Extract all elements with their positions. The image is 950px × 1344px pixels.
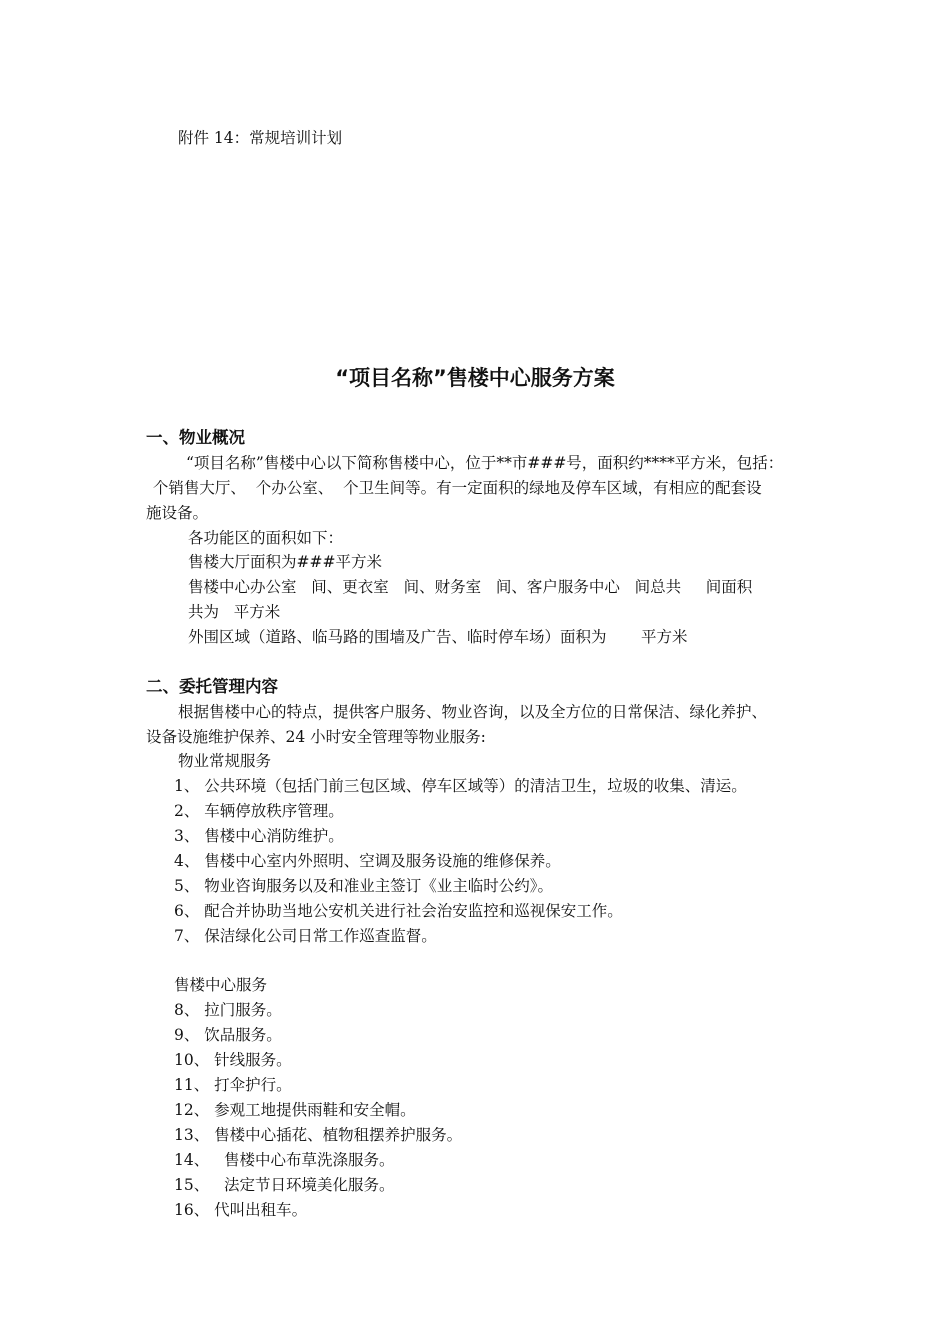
area-outer: 外围区域（道路、临马路的围墙及广告、临时停车场）面积为 平方米 bbox=[188, 628, 688, 646]
overview-paragraph-line: 施设备。 bbox=[146, 504, 209, 522]
list-item: 11、 打伞护行。 bbox=[174, 1076, 292, 1094]
list-item: 12、 参观工地提供雨鞋和安全帽。 bbox=[174, 1101, 416, 1119]
list-item: 15、 法定节日环境美化服务。 bbox=[174, 1176, 395, 1194]
area-hall: 售楼大厅面积为###平方米 bbox=[188, 553, 382, 571]
section-heading-overview: 一、物业概况 bbox=[146, 428, 245, 447]
list-item: 2、 车辆停放秩序管理。 bbox=[174, 802, 344, 820]
area-office: 售楼中心办公室 间、更衣室 间、财务室 间、客户服务中心 间总共 间面积 bbox=[188, 578, 753, 596]
list-item: 1、 公共环境（包括门前三包区域、停车区域等）的清洁卫生，垃圾的收集、清运。 bbox=[174, 777, 747, 795]
list-item: 9、 饮品服务。 bbox=[174, 1026, 282, 1044]
management-intro-line: 设备设施维护保养、24 小时安全管理等物业服务: bbox=[146, 728, 486, 746]
list-item: 13、 售楼中心插花、植物租摆养护服务。 bbox=[174, 1126, 463, 1144]
list-item: 14、 售楼中心布草洗涤服务。 bbox=[174, 1151, 395, 1169]
section-heading-management: 二、委托管理内容 bbox=[146, 677, 278, 696]
area-intro: 各功能区的面积如下： bbox=[188, 529, 344, 547]
list-item: 5、 物业咨询服务以及和准业主签订《业主临时公约》。 bbox=[174, 877, 554, 895]
list-item: 6、 配合并协助当地公安机关进行社会治安监控和巡视保安工作。 bbox=[174, 902, 623, 920]
page-title: “项目名称”售楼中心服务方案 bbox=[335, 366, 615, 390]
area-office-cont: 共为 平方米 bbox=[188, 603, 281, 621]
list-item: 3、 售楼中心消防维护。 bbox=[174, 827, 344, 845]
list-item: 10、 针线服务。 bbox=[174, 1051, 292, 1069]
list-item: 8、 拉门服务。 bbox=[174, 1001, 282, 1019]
overview-paragraph-line: “项目名称”售楼中心以下简称售楼中心，位于**市###号，面积约****平方米，包括： bbox=[186, 454, 784, 472]
group-title-sales-center: 售楼中心服务 bbox=[174, 976, 268, 994]
management-intro-line: 根据售楼中心的特点，提供客户服务、物业咨询，以及全方位的日常保洁、绿化养护、 bbox=[178, 703, 768, 721]
group-title-routine: 物业常规服务 bbox=[178, 752, 272, 770]
list-item: 16、 代叫出租车。 bbox=[174, 1201, 308, 1219]
overview-paragraph-line: 个销售大厅、 个办公室、 个卫生间等。有一定面积的绿地及停车区域，有相应的配套设 bbox=[148, 479, 762, 497]
attachment-label: 附件 14：常规培训计划 bbox=[178, 129, 343, 147]
list-item: 4、 售楼中心室内外照明、空调及服务设施的维修保养。 bbox=[174, 852, 561, 870]
list-item: 7、 保洁绿化公司日常工作巡查监督。 bbox=[174, 927, 437, 945]
